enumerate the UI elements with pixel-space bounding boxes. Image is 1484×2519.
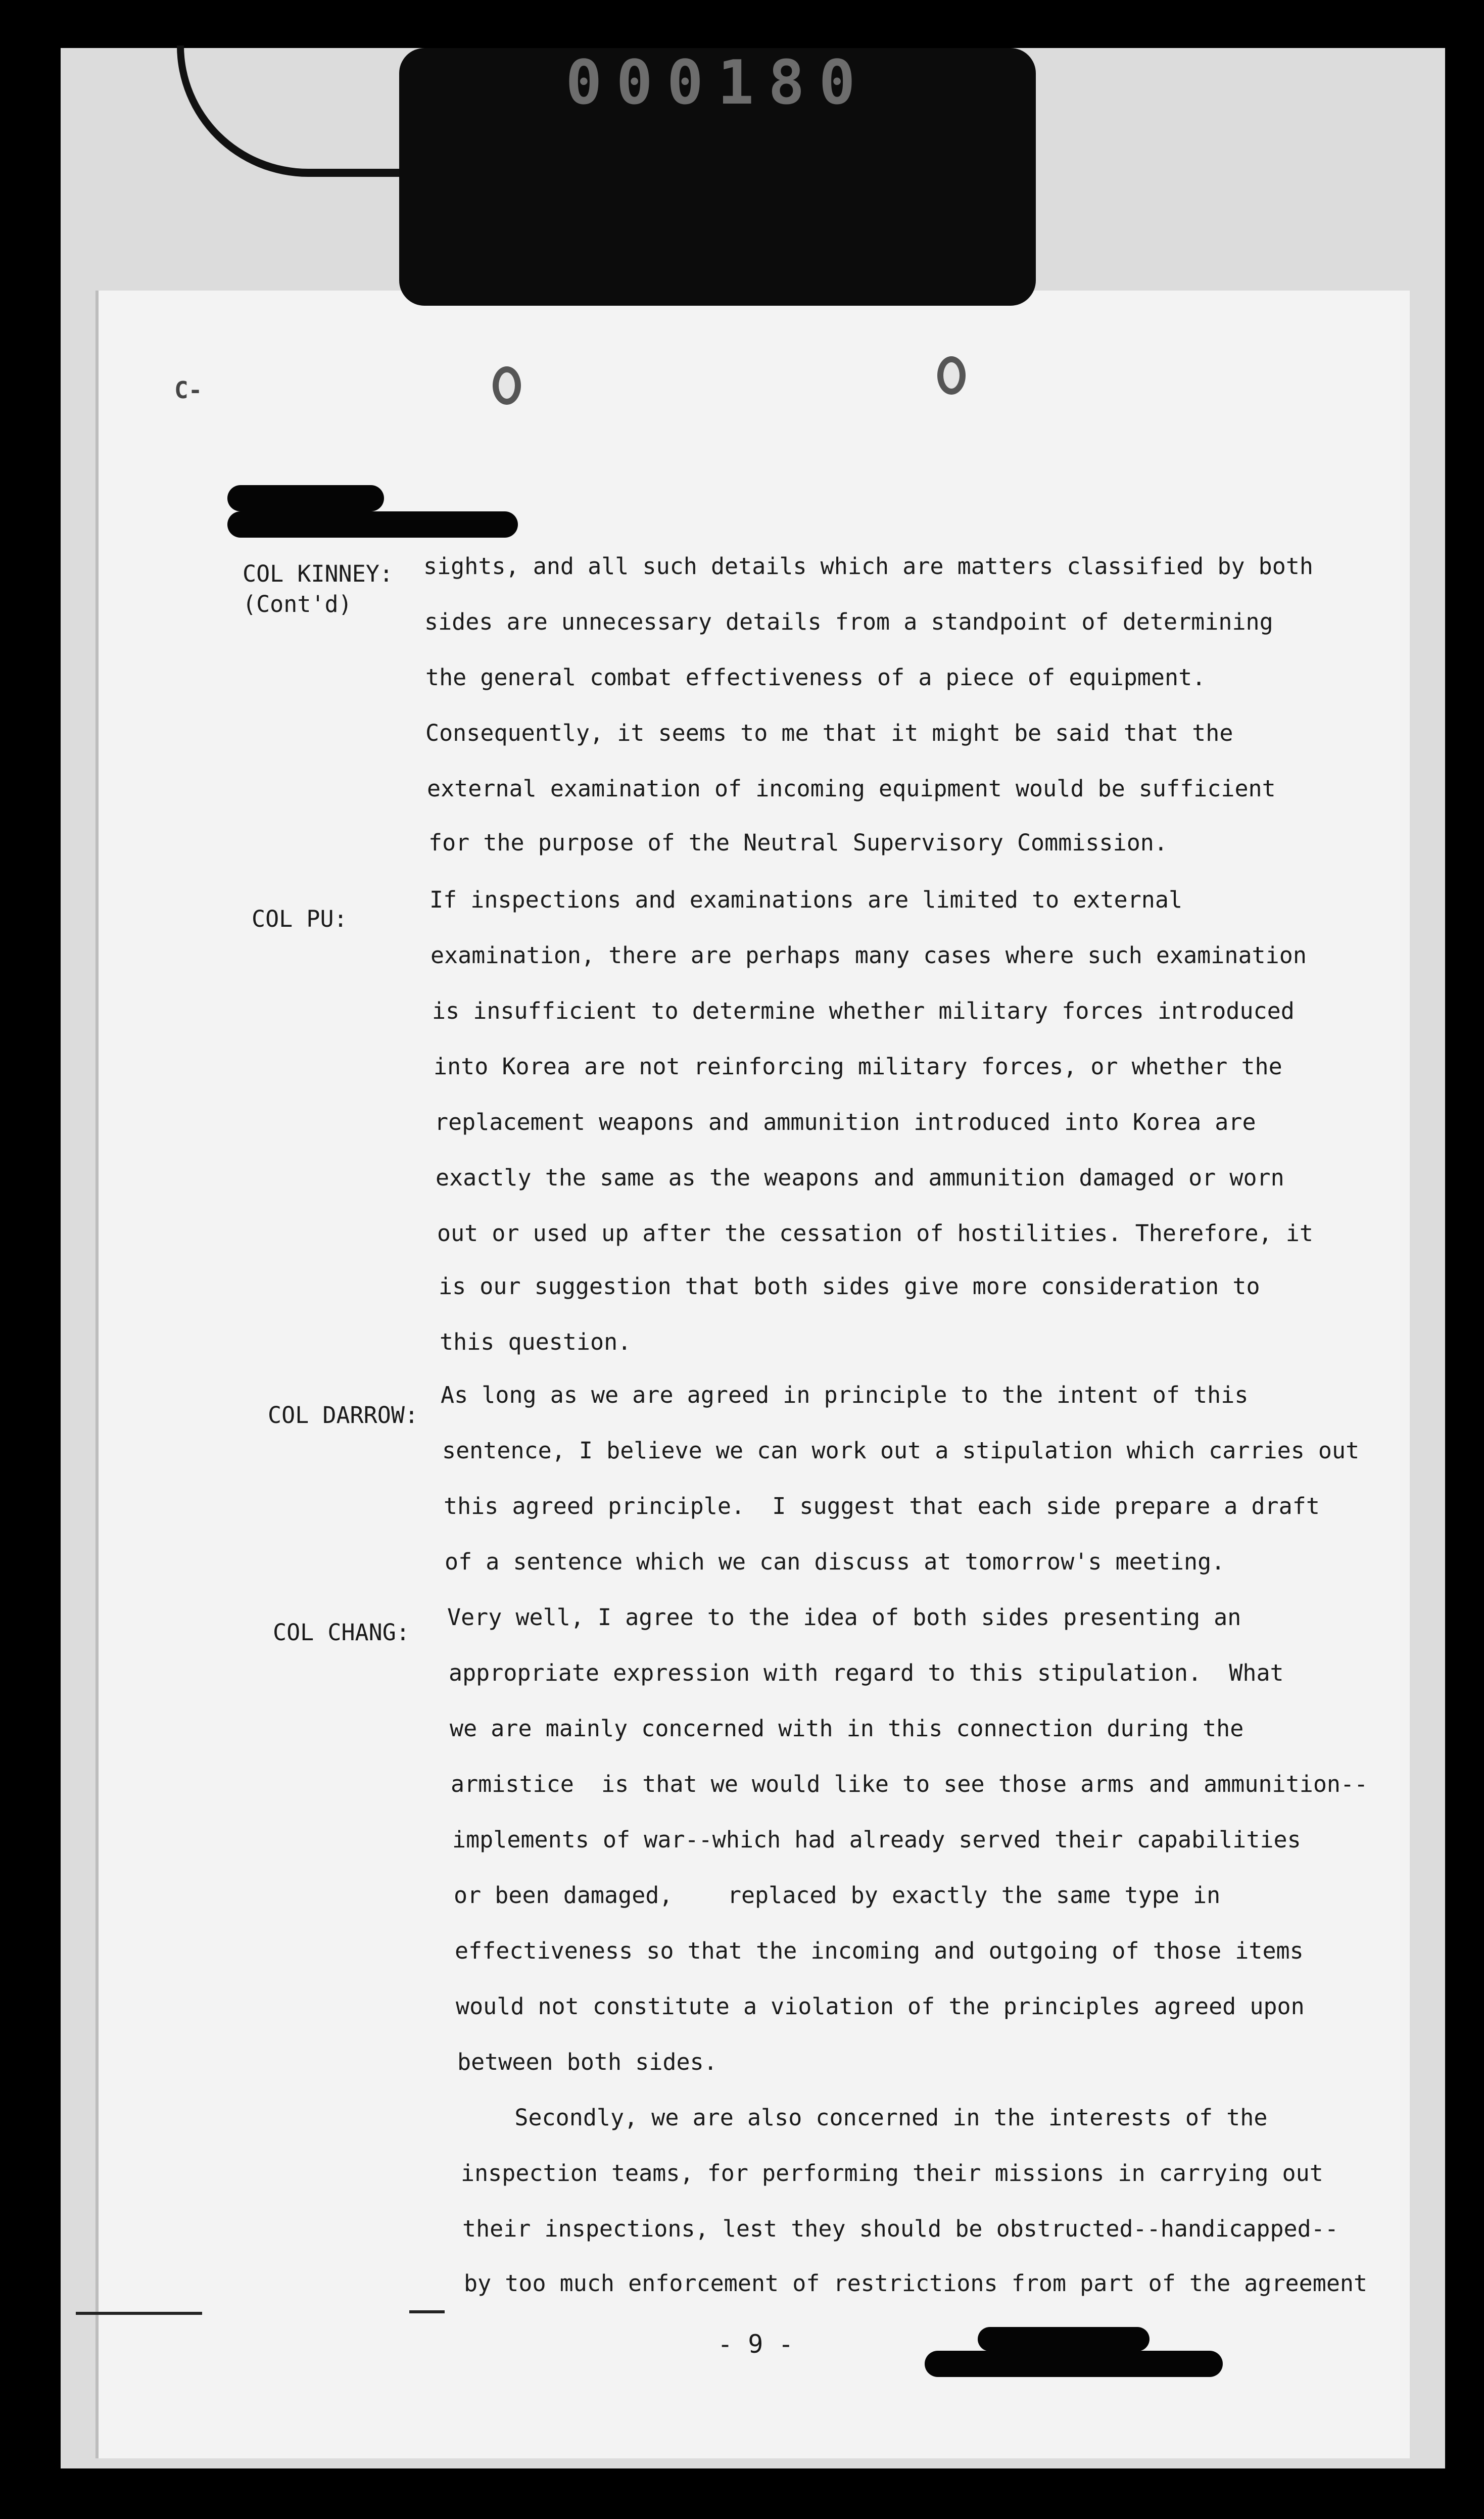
- text-line: would not constitute a violation of the principles agreed upon: [456, 1993, 1305, 2020]
- speaker-continued-label: (Cont'd): [243, 591, 352, 617]
- text-line: by too much enforcement of restrictions from part of the agreement: [464, 2270, 1368, 2297]
- redaction-bar-bottom-2: [925, 2351, 1223, 2377]
- text-line: inspection teams, for performing their missions in carrying out: [461, 2160, 1323, 2187]
- text-line: exactly the same as the weapons and ammunition damaged or worn: [436, 1164, 1284, 1191]
- text-line: sentence, I believe we can work out a stipulation which carries out: [442, 1437, 1360, 1464]
- text-line: If inspections and examinations are limited to external: [429, 886, 1183, 913]
- text-line: Secondly, we are also concerned in the interests of the: [460, 2104, 1268, 2131]
- text-line: examination, there are perhaps many cases where such examination: [430, 942, 1307, 969]
- text-line: between both sides.: [457, 2049, 717, 2075]
- text-line: As long as we are agreed in principle to the intent of this: [441, 1382, 1249, 1408]
- text-line: their inspections, lest they should be obstructed--handicapped--: [462, 2215, 1338, 2242]
- redaction-bar-bottom-1: [978, 2327, 1150, 2351]
- text-line: this agreed principle. I suggest that each side prepare a draft: [444, 1493, 1320, 1519]
- text-line: the general combat effectiveness of a piece of equipment.: [425, 664, 1206, 691]
- text-line: replacement weapons and ammunition introduced into Korea are: [435, 1109, 1256, 1135]
- frame-stamp-number: 000180: [565, 48, 870, 118]
- text-line: into Korea are not reinforcing military forces, or whether the: [434, 1053, 1282, 1080]
- speaker-label: COL DARROW:: [268, 1402, 419, 1429]
- edge-scan-mark: [76, 2312, 202, 2315]
- text-line: effectiveness so that the incoming and outgoing of those items: [455, 1937, 1304, 1964]
- page-number: - 9 -: [717, 2330, 794, 2359]
- text-line: Very well, I agree to the idea of both sides presenting an: [447, 1604, 1241, 1631]
- text-line: of a sentence which we can discuss at tomorrow's meeting.: [445, 1548, 1225, 1575]
- page-reference-mark: C-: [174, 376, 203, 404]
- text-line: out or used up after the cessation of hostilities. Therefore, it: [437, 1220, 1313, 1247]
- speaker-label: COL CHANG:: [273, 1619, 410, 1646]
- text-line: is insufficient to determine whether military forces introduced: [432, 997, 1295, 1024]
- text-line: for the purpose of the Neutral Supervisory Commission.: [428, 829, 1168, 856]
- text-line: sights, and all such details which are matters classified by both: [423, 553, 1313, 580]
- text-line: implements of war--which had already served their capabilities: [452, 1826, 1301, 1853]
- text-line: Consequently, it seems to me that it might be said that the: [425, 720, 1233, 746]
- speaker-label: COL PU:: [252, 906, 348, 932]
- text-line: external examination of incoming equipment would be sufficient: [427, 775, 1276, 802]
- edge-scan-mark: [409, 2310, 445, 2313]
- text-line: or been damaged, replaced by exactly the same type in: [454, 1882, 1221, 1909]
- text-line: we are mainly concerned with in this connection during the: [450, 1715, 1244, 1742]
- text-line: is our suggestion that both sides give more consideration to: [439, 1273, 1260, 1300]
- text-line: sides are unnecessary details from a standpoint of determining: [424, 608, 1273, 635]
- speaker-label: COL KINNEY:: [243, 560, 394, 587]
- text-line: armistice is that we would like to see those arms and ammunition--: [451, 1771, 1368, 1797]
- text-line: appropriate expression with regard to this stipulation. What: [449, 1659, 1284, 1686]
- text-line: this question.: [440, 1328, 632, 1355]
